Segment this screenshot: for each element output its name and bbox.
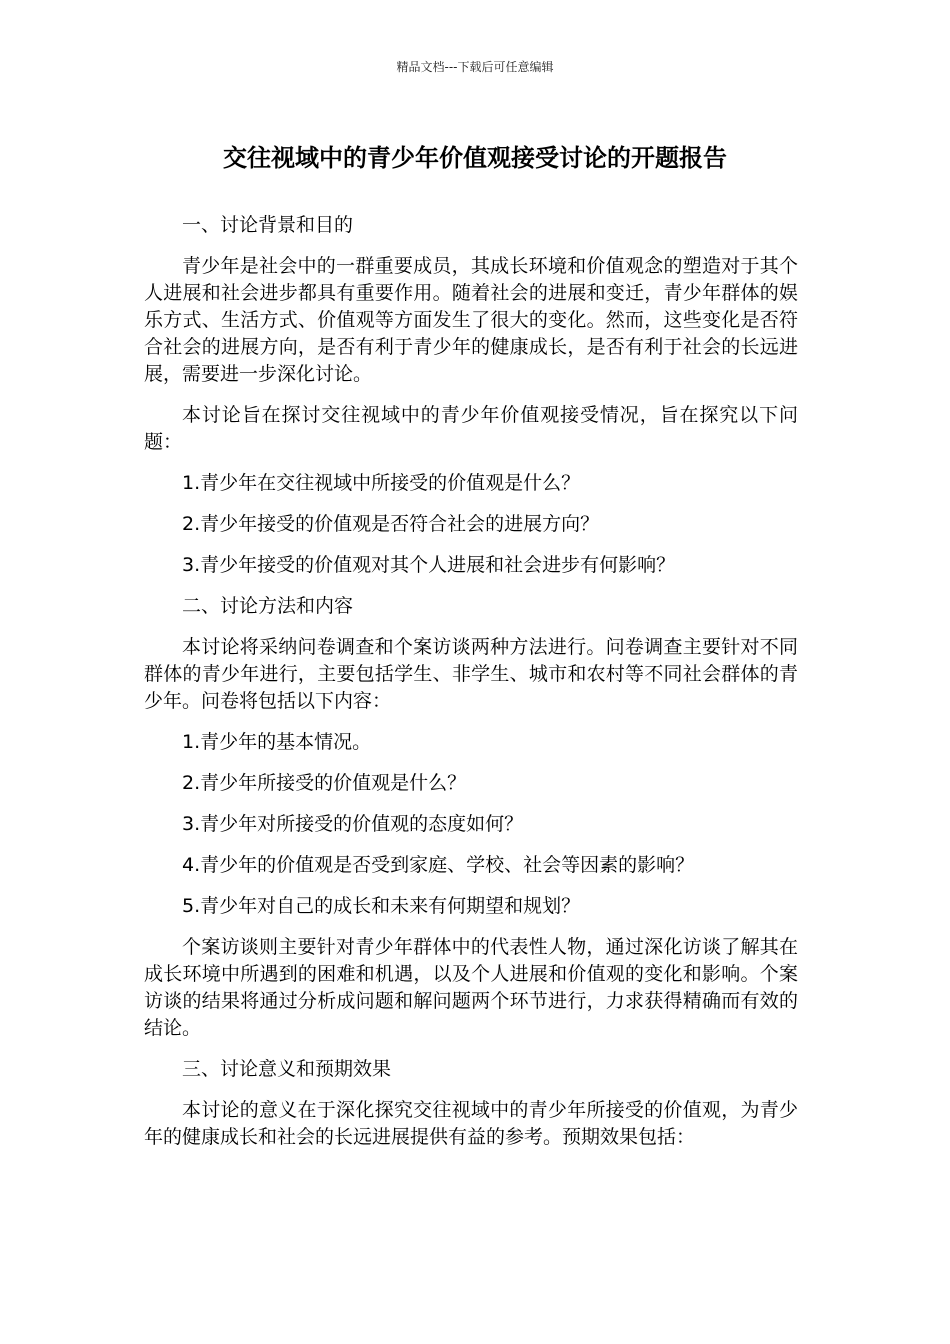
section-heading-background: 一、讨论背景和目的: [182, 214, 354, 236]
list-item-question-3: 3.青少年接受的价值观对其个人进展和社会进步有何影响？: [182, 554, 676, 576]
paragraph-significance: 本讨论的意义在于深化探究交往视域中的青少年所接受的价值观，为青少年的健康成长和社会的长远进展提供有益的参考。预期效果包括：: [144, 1099, 798, 1148]
list-item-survey-1: 1.青少年的基本情况。: [182, 731, 372, 753]
paragraph-method: 本讨论将采纳问卷调查和个案访谈两种方法进行。问卷调查主要针对不同群体的青少年进行，主要包括学生、非学生、城市和农村等不同社会群体的青少年。问卷将包括以下内容：: [144, 636, 798, 712]
document-title: 交往视域中的青少年价值观接受讨论的开题报告: [223, 144, 727, 172]
list-item-survey-2: 2.青少年所接受的价值观是什么？: [182, 772, 467, 794]
paragraph-aim: 本讨论旨在探讨交往视域中的青少年价值观接受情况，旨在探究以下问题：: [144, 404, 798, 453]
list-item-question-1: 1.青少年在交往视域中所接受的价值观是什么？: [182, 472, 581, 494]
header-note: 精品文档---下载后可任意编辑: [396, 60, 554, 74]
list-item-survey-3: 3.青少年对所接受的价值观的态度如何？: [182, 813, 524, 835]
section-heading-method: 二、讨论方法和内容: [182, 595, 354, 617]
paragraph-background: 青少年是社会中的一群重要成员，其成长环境和价值观念的塑造对于其个人进展和社会进步都具有重要作用。随着社会的进展和变迁，青少年群体的娱乐方式、生活方式、价值观等方面发生了很大的变化。然而，这些变化是否符合社会的进展方向，是否有利于青少年的健康成长，是否有利于社会的长远进展，需要进一步深化讨论。: [144, 255, 798, 385]
list-item-question-2: 2.青少年接受的价值观是否符合社会的进展方向？: [182, 513, 600, 535]
list-item-survey-5: 5.青少年对自己的成长和未来有何期望和规划？: [182, 895, 581, 917]
section-heading-significance: 三、讨论意义和预期效果: [182, 1058, 392, 1080]
document-body: [144, 212, 798, 1165]
paragraph-interview: 个案访谈则主要针对青少年群体中的代表性人物，通过深化访谈了解其在成长环境中所遇到的困难和机遇，以及个人进展和价值观的变化和影响。个案访谈的结果将通过分析成问题和解问题两个环节进行，力求获得精确而有效的结论。: [144, 936, 798, 1039]
list-item-survey-4: 4.青少年的价值观是否受到家庭、学校、社会等因素的影响？: [182, 854, 695, 876]
